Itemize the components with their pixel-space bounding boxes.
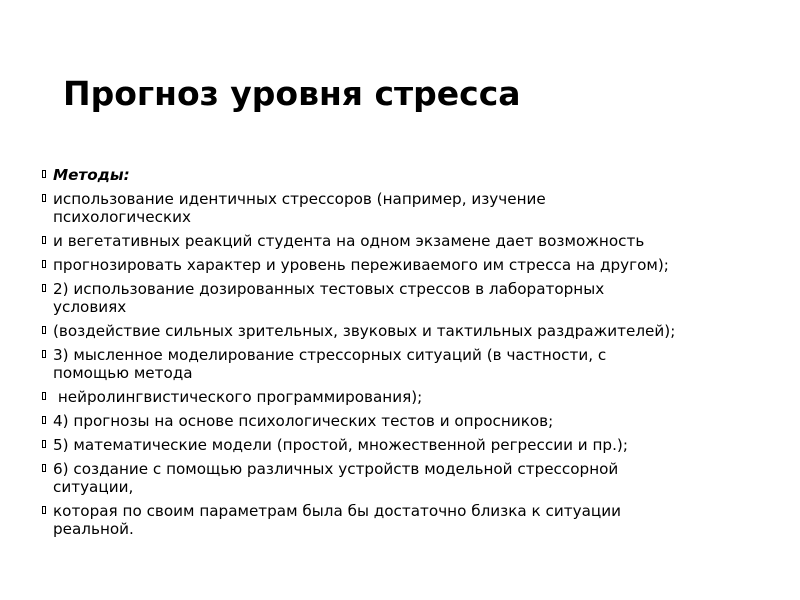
list-item-text: 4) прогнозы на основе психологических тестов и опросников; [53,412,554,430]
list-item-continuation: реальной. [53,520,134,538]
list-item [42,460,794,496]
content-list [42,166,794,544]
bullet-marker-icon [42,440,46,448]
list-item-text: нейролингвистического программирования); [53,388,423,406]
bullet-marker-icon [42,464,46,472]
list-item [42,256,794,274]
bullet-marker-icon [42,506,46,514]
list-item-text: 2) использование дозированных тестовых стрессов в лабораторных [53,280,605,298]
bullet-marker-icon [42,194,46,202]
list-item-continuation: помощью метода [53,364,193,382]
list-item [42,412,794,430]
list-item [42,280,794,316]
list-item-continuation: условиях [53,298,127,316]
slide-title: Прогноз уровня стресса [63,74,521,113]
list-item [42,388,794,406]
list-item-text: которая по своим параметрам была бы достаточно близка к ситуации [53,502,621,520]
list-item [42,502,794,538]
list-item-text: (воздействие сильных зрительных, звуковых и тактильных раздражителей); [53,322,676,340]
list-item-continuation: психологических [53,208,191,226]
list-item [42,346,794,382]
list-item-text: 3) мысленное моделирование стрессорных ситуаций (в частности, с [53,346,607,364]
list-item [42,322,794,340]
list-item-text: 5) математические модели (простой, множественной регрессии и пр.); [53,436,628,454]
list-item [42,190,794,226]
bullet-marker-icon [42,392,46,400]
list-item-text: 6) создание с помощью различных устройств модельной стрессорной [53,460,619,478]
bullet-marker-icon [42,284,46,292]
bullet-marker-icon [42,350,46,358]
list-item [42,166,794,184]
bullet-marker-icon [42,170,46,178]
list-item [42,436,794,454]
bullet-marker-icon [42,326,46,334]
list-item-continuation: ситуации, [53,478,134,496]
bullet-marker-icon [42,416,46,424]
bullet-marker-icon [42,236,46,244]
list-item-text: и вегетативных реакций студента на одном экзамене дает возможность [53,232,645,250]
list-item [42,232,794,250]
list-item-text: Методы: [53,166,130,184]
list-item-text: использование идентичных стрессоров (например, изучение [53,190,546,208]
list-item-text: прогнозировать характер и уровень переживаемого им стресса на другом); [53,256,669,274]
bullet-marker-icon [42,260,46,268]
